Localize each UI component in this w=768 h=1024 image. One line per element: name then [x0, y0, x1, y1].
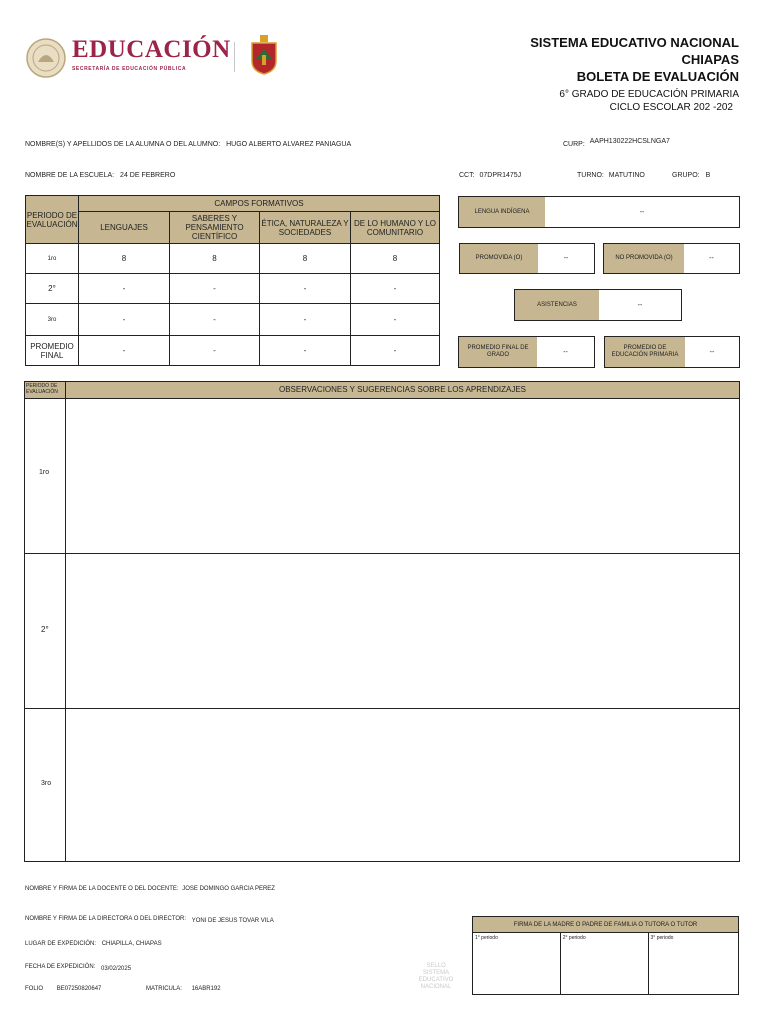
logo-divider [234, 42, 235, 72]
row-period: 2° [26, 274, 79, 304]
asistencias-label: ASISTENCIAS [515, 290, 599, 320]
grade-cell: - [170, 304, 260, 336]
grades-period-header: PERIODO DE EVALUACIÓN [26, 196, 79, 244]
lengua-indigena-label: LENGUA INDÍGENA [459, 197, 545, 227]
logo-subtitle: SECRETARÍA DE EDUCACIÓN PÚBLICA [72, 66, 187, 72]
matricula-label: MATRICULA: [146, 986, 182, 992]
promovida-label: PROMOVIDA (O) [460, 244, 538, 273]
table-row [26, 244, 440, 274]
lugar-label: LUGAR DE EXPEDICIÓN: [25, 941, 97, 947]
grade-cell: 8 [260, 244, 351, 274]
table-row [26, 304, 440, 336]
grade-cell: - [79, 274, 170, 304]
docente-value: JOSE DOMINGO GARCIA PEREZ [182, 886, 275, 892]
observations-table [24, 381, 740, 862]
grade-cell: 8 [351, 244, 440, 274]
promedio-primaria-value: -- [709, 348, 715, 356]
table-row [26, 336, 440, 366]
promedio-grado-value: -- [563, 348, 568, 356]
docente-label: NOMBRE Y FIRMA DE LA DOCENTE O DEL DOCENTE: [25, 886, 179, 892]
fecha-value: 03/02/2025 [101, 966, 132, 972]
logo-title: EDUCACIÓN [72, 36, 231, 63]
grade-cell: - [170, 274, 260, 304]
column-humano: DE LO HUMANO Y LO COMUNITARIO [351, 212, 440, 244]
lugar-value: CHIAPILLA, CHIAPAS [101, 941, 162, 947]
grade-cell: - [351, 274, 440, 304]
turno-value: MATUTINO [608, 172, 645, 179]
grade-cell: - [260, 274, 351, 304]
header-system: SISTEMA EDUCATIVO NACIONAL [530, 35, 739, 50]
asistencias-value: -- [637, 301, 643, 309]
chiapas-shield-icon [250, 35, 278, 75]
obs-title: OBSERVACIONES Y SUGERENCIAS SOBRE LOS APRENDIZAJES [278, 385, 527, 394]
matricula-value: 16ABR192 [191, 986, 221, 992]
header-title: BOLETA DE EVALUACIÓN [576, 69, 739, 84]
firma-period: 2° periodo [560, 933, 648, 995]
firma-title: FIRMA DE LA MADRE O PADRE DE FAMILIA O TUTORA O TUTOR [473, 917, 739, 933]
obs-period-header: PERIODO DE EVALUACIÓN [26, 383, 58, 395]
no-promovida-value: -- [709, 255, 714, 262]
column-lenguajes: LENGUAJES [79, 212, 170, 244]
fecha-label: FECHA DE EXPEDICIÓN: [25, 964, 96, 970]
grupo-label: GRUPO: [672, 172, 700, 179]
promedio-grado-box [458, 336, 595, 368]
no-promovida-label: NO PROMOVIDA (O) [604, 244, 684, 273]
grade-cell: - [260, 336, 351, 366]
lengua-indigena-value: -- [639, 208, 645, 216]
header-grade: 6° GRADO DE EDUCACIÓN PRIMARIA [559, 89, 739, 100]
grade-cell: - [351, 304, 440, 336]
director-value: YONI DE JESUS TOVAR VILA [191, 918, 274, 924]
firma-period: 3° periodo [648, 933, 738, 995]
column-etica: ÉTICA, NATURALEZA Y SOCIEDADES [260, 212, 351, 244]
grades-table [25, 195, 440, 366]
grade-cell: 8 [79, 244, 170, 274]
grade-cell: - [79, 336, 170, 366]
student-name-value: HUGO ALBERTO ALVAREZ PANIAGUA [226, 141, 352, 148]
promovida-value: -- [563, 255, 569, 262]
grade-cell: 8 [170, 244, 260, 274]
grades-campos-header: CAMPOS FORMATIVOS [79, 196, 440, 212]
obs-period: 3ro [41, 780, 52, 787]
turno-label: TURNO: [577, 172, 604, 179]
director-label: NOMBRE Y FIRMA DE LA DIRECTORA O DEL DIRECTOR: [25, 916, 187, 922]
grade-cell: - [351, 336, 440, 366]
column-saberes: SABERES Y PENSAMIENTO CIENTÍFICO [170, 212, 260, 244]
no-promovida-box [603, 243, 740, 274]
folio-label: FOLIO [25, 986, 44, 992]
row-period: 3ro [26, 304, 79, 336]
student-name-label: NOMBRE(S) Y APELLIDOS DE LA ALUMNA O DEL ALUMNO: [25, 141, 221, 148]
school-name-value: 24 DE FEBRERO [120, 172, 176, 179]
school-name-label: NOMBRE DE LA ESCUELA: [25, 172, 115, 179]
cct-label: CCT: [459, 172, 475, 179]
promedio-primaria-label: PROMEDIO DE EDUCACIÓN PRIMARIA [605, 337, 685, 367]
promedio-primaria-box [604, 336, 740, 368]
grade-cell: - [260, 304, 351, 336]
firma-period: 1° periodo [473, 933, 561, 995]
curp-label: CURP: [563, 141, 585, 148]
table-row [26, 274, 440, 304]
sep-seal-icon [26, 38, 66, 78]
grupo-value: B [705, 172, 711, 179]
cct-value: 07DPR1475J [479, 172, 522, 179]
lengua-indigena-box [458, 196, 740, 228]
row-period: PROMEDIO FINAL [26, 336, 79, 366]
grade-cell: - [170, 336, 260, 366]
header-state: CHIAPAS [681, 52, 739, 67]
grade-cell: - [79, 304, 170, 336]
asistencias-box [514, 289, 682, 321]
curp-value: AAPH130222HCSLNGA7 [589, 138, 670, 145]
sello-placeholder: SELLO SISTEMA EDUCATIVO NACIONAL [418, 963, 454, 990]
promedio-grado-label: PROMEDIO FINAL DE GRADO [459, 337, 537, 367]
obs-period: 2° [41, 625, 49, 634]
header-cycle: CICLO ESCOLAR 202 -202 [609, 102, 733, 113]
firma-table [472, 916, 739, 995]
promovida-box [459, 243, 595, 274]
obs-period: 1ro [39, 469, 50, 476]
folio-value: BE07250820647 [56, 986, 102, 992]
row-period: 1ro [26, 244, 79, 274]
